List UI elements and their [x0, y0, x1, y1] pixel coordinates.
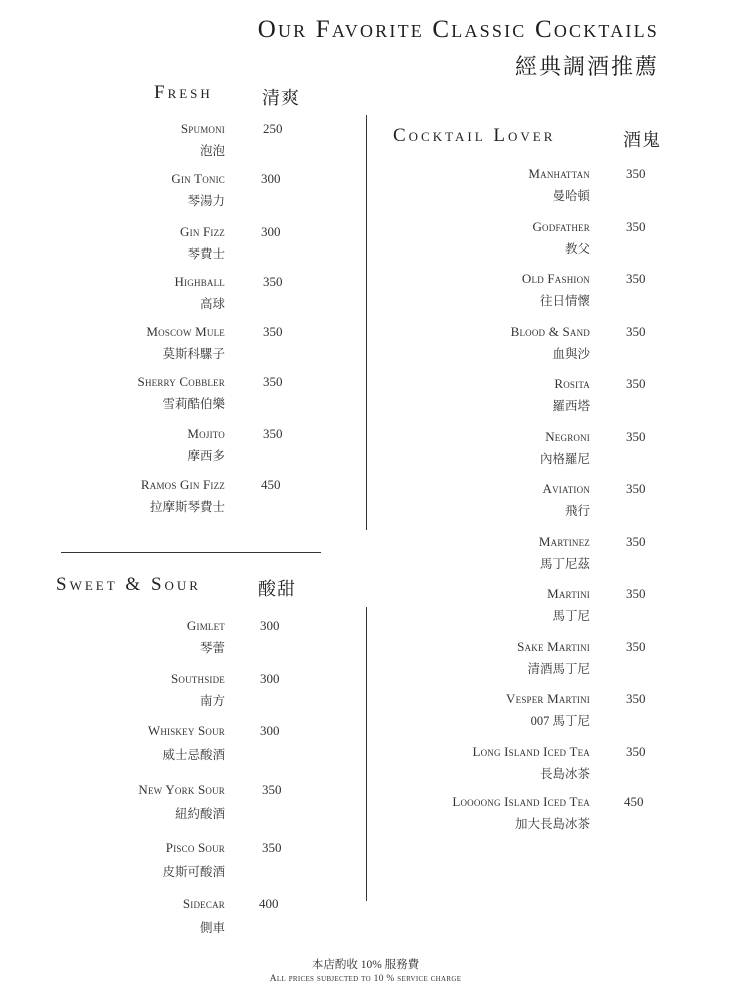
section-title-cocktail-lover: Cocktail Lover	[393, 125, 556, 146]
item-price: 350	[626, 481, 646, 496]
item-name-chinese: 清酒馬丁尼	[527, 662, 590, 676]
item-name: Pisco Sour	[165, 840, 225, 855]
item-name-chinese: 007 馬丁尼	[530, 714, 590, 728]
service-charge-note-chinese: 本店酌收 10% 服務費	[311, 959, 420, 971]
item-price: 350	[626, 639, 646, 654]
item-name: Aviation	[542, 481, 590, 496]
item-name-chinese: 紐約酸酒	[174, 807, 225, 821]
item-name: Southside	[170, 671, 225, 686]
item-price: 350	[626, 534, 646, 549]
item-name-chinese: 加大長島冰茶	[514, 817, 590, 831]
item-name-chinese: 羅西塔	[552, 399, 590, 413]
item-name: Loooong Island Iced Tea	[452, 794, 590, 809]
item-name: Old Fashion	[521, 271, 590, 286]
item-name-chinese: 摩西多	[187, 449, 225, 463]
section-title-sweet-sour: Sweet & Sour	[56, 574, 201, 595]
item-name: Sherry Cobbler	[137, 374, 225, 389]
item-name-chinese: 長島冰茶	[539, 767, 590, 781]
item-name: Gin Tonic	[171, 171, 225, 186]
item-name-chinese: 皮斯可酸酒	[162, 865, 225, 879]
item-name-chinese: 威士忌酸酒	[162, 748, 225, 762]
item-name-chinese: 高球	[199, 297, 225, 311]
item-name: Vesper Martini	[506, 691, 590, 706]
item-price: 350	[263, 426, 283, 441]
column-divider-top	[366, 115, 367, 530]
section-title-cocktail-lover-chinese: 酒鬼	[623, 130, 661, 150]
item-price: 350	[262, 782, 282, 797]
item-name-chinese: 泡泡	[199, 144, 225, 158]
menu-title: Our Favorite Classic Cocktails	[257, 16, 659, 43]
item-price: 350	[263, 324, 283, 339]
item-name-chinese: 側車	[199, 921, 225, 935]
item-name-chinese: 雪莉酷伯樂	[162, 397, 225, 411]
item-price: 350	[626, 271, 646, 286]
item-name: Gin Fizz	[180, 224, 225, 239]
item-name-chinese: 馬丁尼	[552, 609, 590, 623]
item-price: 350	[626, 376, 646, 391]
item-name: Ramos Gin Fizz	[140, 477, 225, 492]
item-name: Martini	[547, 586, 590, 601]
item-name: Sake Martini	[517, 639, 590, 654]
item-name-chinese: 琴費士	[187, 247, 225, 261]
item-price: 400	[259, 896, 279, 911]
item-name: New York Sour	[138, 782, 225, 797]
item-price: 250	[263, 121, 283, 136]
item-price: 350	[626, 429, 646, 444]
item-name: Blood & Sand	[510, 324, 590, 339]
item-price: 300	[260, 671, 280, 686]
item-name-chinese: 飛行	[564, 504, 590, 518]
item-price: 350	[263, 274, 283, 289]
item-price: 350	[626, 219, 646, 234]
item-name-chinese: 馬丁尼茲	[539, 557, 590, 571]
item-name: Martinez	[538, 534, 590, 549]
item-name: Godfather	[532, 219, 590, 234]
column-divider-bottom	[366, 607, 367, 901]
item-name-chinese: 往日情懷	[539, 294, 590, 308]
item-price: 350	[626, 166, 646, 181]
item-price: 350	[626, 744, 646, 759]
item-name-chinese: 曼哈頓	[552, 189, 590, 203]
service-charge-note: All prices subjected to 10 % service charge	[269, 974, 462, 984]
item-price: 300	[261, 171, 281, 186]
item-price: 350	[263, 374, 283, 389]
item-name: Whiskey Sour	[147, 723, 225, 738]
item-price: 350	[262, 840, 282, 855]
item-name: Gimlet	[186, 618, 225, 633]
item-name-chinese: 琴蕾	[199, 641, 225, 655]
item-price: 450	[261, 477, 281, 492]
item-name-chinese: 莫斯科騾子	[162, 347, 225, 361]
item-price: 300	[260, 723, 280, 738]
menu-title-chinese: 經典調酒推薦	[514, 54, 659, 79]
item-name-chinese: 教父	[564, 242, 590, 256]
item-price: 350	[626, 691, 646, 706]
item-name: Sidecar	[182, 896, 225, 911]
item-name-chinese: 拉摩斯琴費士	[149, 500, 225, 514]
item-name: Rosita	[554, 376, 590, 391]
item-name-chinese: 內格羅尼	[539, 452, 590, 466]
section-title-sweet-sour-chinese: 酸甜	[258, 579, 296, 599]
section-title-fresh: Fresh	[154, 82, 213, 103]
item-price: 300	[260, 618, 280, 633]
item-price: 350	[626, 324, 646, 339]
item-name-chinese: 血與沙	[552, 347, 590, 361]
item-price: 300	[261, 224, 281, 239]
section-divider	[61, 552, 321, 553]
item-price: 350	[626, 586, 646, 601]
section-title-fresh-chinese: 清爽	[262, 88, 300, 108]
item-name: Highball	[174, 274, 225, 289]
item-name-chinese: 南方	[199, 694, 225, 708]
item-name: Long Island Iced Tea	[472, 744, 590, 759]
item-name-chinese: 琴湯力	[187, 194, 225, 208]
item-name: Moscow Mule	[146, 324, 225, 339]
item-name: Spumoni	[180, 121, 225, 136]
item-price: 450	[624, 794, 644, 809]
item-name: Negroni	[545, 429, 590, 444]
item-name: Manhattan	[528, 166, 590, 181]
item-name: Mojito	[187, 426, 225, 441]
